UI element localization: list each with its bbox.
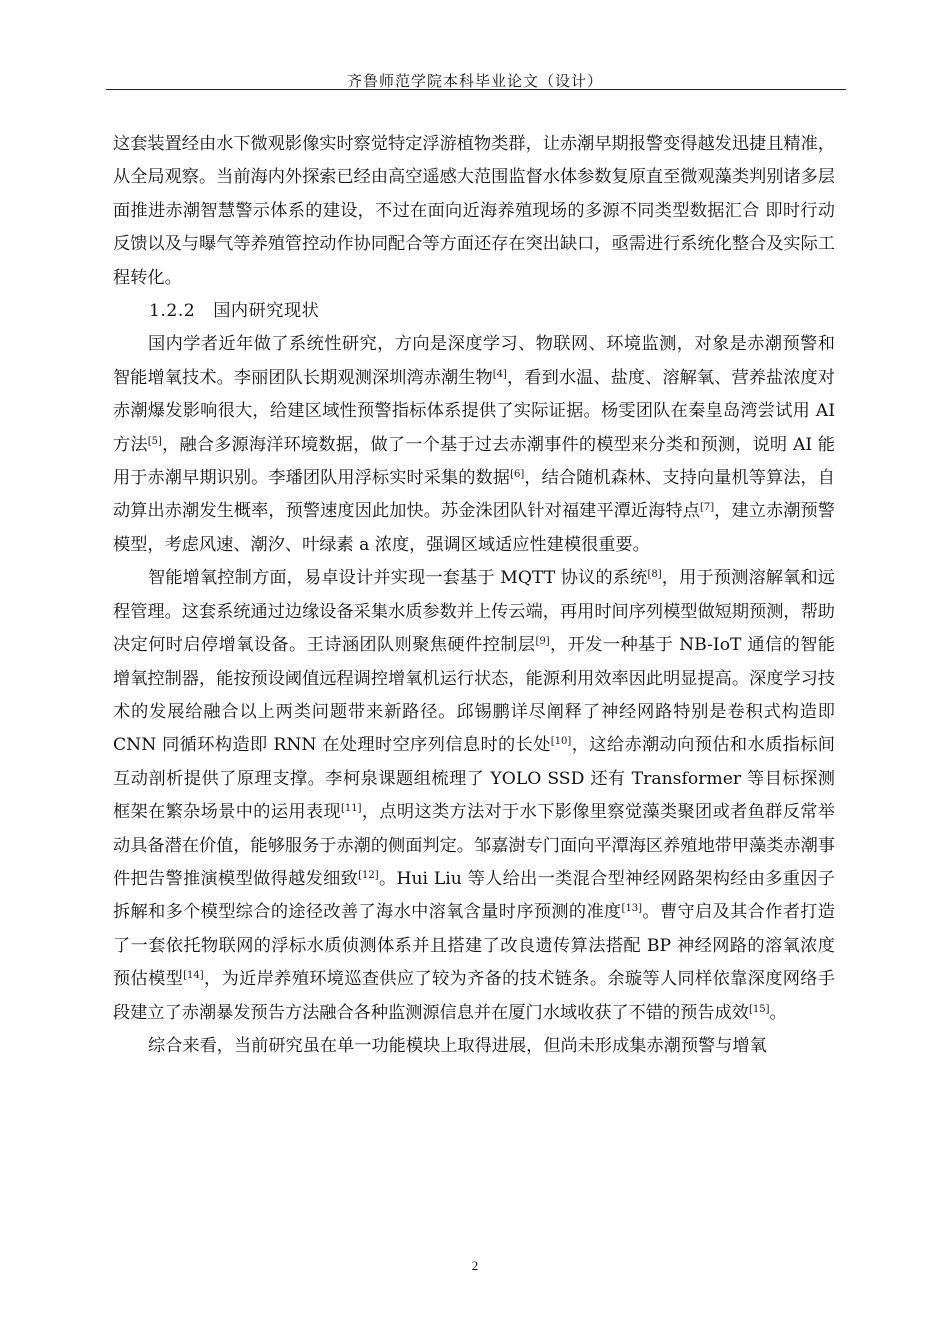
- text-run: ，建立赤潮预警模型，考虑风速、潮汐、叶绿素 a 浓度，强调区域适应性建模很重要。: [113, 501, 835, 555]
- citation-ref: [14]: [183, 970, 204, 982]
- text-run: 国内学者近年做了系统性研究，方向是深度学习、物联网、环境监测，对象是赤潮预警和智能增氧技术。李丽团队长期观测深圳湾赤潮生物: [113, 334, 835, 388]
- text-run: ，融合多源海洋环境数据，做了一个基于过去赤潮事件的模型来分类和预测，说明 AI 能用于赤潮早期识别。李璠团队用浮标实时采集的数据: [113, 434, 835, 489]
- citation-ref: [15]: [748, 1003, 770, 1015]
- page-number: 2: [471, 1258, 479, 1273]
- citation-ref: [6]: [510, 469, 525, 481]
- citation-ref: [9]: [535, 636, 550, 648]
- text-run: ，点明这类方法对于水下影像里察觉藻类聚团或者鱼群反常举动具备潜在价值，能够服务于赤潮的侧面判定。邹嘉澍专门面向平潭海区养殖地带甲藻类赤潮事件把告警推演模型做得越发细致: [113, 802, 835, 889]
- section-number: 1.2.2: [149, 301, 196, 322]
- text-run: ，这给赤潮动向预估和水质指标间互动剖析提供了原理支撑。李柯泉课题组梳理了 YOLO SSD 还有 Transformer 等目标探测框架在繁杂场景中的运用表现: [113, 735, 835, 823]
- text-run: 。Hui Liu 等人给出一类混合型神经网路架构经由多重因子拆解和多个模型综合的途径改善了海水中溶氧含量时序预测的准度: [113, 868, 835, 923]
- text-run: ，为近岸养殖环境巡查供应了较为齐备的技术链条。余璇等人同样依靠深度网络手段建立了赤潮暴发预告方法融合各种监测源信息并在厦门水域收获了不错的预告成效: [113, 969, 835, 1023]
- text-run: ，开发一种基于 NB-IoT 通信的智能增氧控制器，能按预设阈值远程调控增氧机运行状态，能源利用效率因此明显提高。深度学习技术的发展给融合以上两类问题带来新路径。邱锡鹏详尽阐释了神经网路特别是卷积式构造即 CNN 同循环构造即 RNN 在处理时空序列信息时的长处: [113, 635, 835, 756]
- section-title: 国内研究现状: [213, 301, 320, 322]
- text-run: 智能增氧控制方面，易卓设计并实现一套基于 MQTT 协议的系统: [148, 568, 648, 589]
- text-run: ，用于预测溶解氧和远程管理。这套系统通过边缘设备采集水质参数并上传云端，再用时间序列模型做短期预测，帮助决定何时启停增氧设备。王诗涵团队则聚焦硬件控制层: [113, 568, 835, 656]
- citation-ref: [5]: [147, 435, 162, 447]
- body-text: [113, 128, 835, 1063]
- citation-ref: [8]: [647, 569, 662, 581]
- text-run: 。曹守启及其合作者打造了一套依托物联网的浮标水质侦测体系并且搭建了改良遗传算法搭配 BP 神经网路的溶氧浓度预估模型: [113, 902, 835, 990]
- paragraph: 这套装置经由水下微观影像实时察觉特定浮游植物类群，让赤潮早期报警变得越发迅捷且精准，从全局观察。当前海内外探索已经由高空遥感大范围监督水体参数复原直至微观藻类判别诸多层面推进赤潮智慧警示体系的建设，不过在面向近海养殖现场的多源不同类型数据汇合 即时行动反馈以及与曝气等养殖管控动作协同配合等方面还存在突出缺口，亟需进行系统化整合及实际工程转化。: [113, 134, 835, 288]
- text-run: 。: [769, 1002, 787, 1023]
- citation-ref: [7]: [699, 502, 715, 514]
- paragraph: 综合来看，当前研究虽在单一功能模块上取得进展，但尚未形成集赤潮预警与增氧: [148, 1035, 767, 1056]
- section-heading: [113, 295, 835, 328]
- citation-ref: [12]: [358, 869, 379, 881]
- citation-ref: [11]: [340, 803, 362, 815]
- citation-ref: [4]: [492, 368, 507, 380]
- citation-ref: [13]: [621, 903, 643, 915]
- text-run: ，结合随机森林、支持向量机等算法，自动算出赤潮发生概率，预警速度因此加快。苏金洙团队针对福建平潭近海特点: [113, 468, 835, 522]
- citation-ref: [10]: [550, 736, 572, 748]
- paragraph: [113, 562, 835, 1030]
- paragraph: [113, 328, 835, 562]
- header-rule: [106, 89, 846, 90]
- text-run: ，看到水温、盐度、溶解氧、营养盐浓度对赤潮爆发影响很大，给建区域性预警指标体系提供了实际证据。杨雯团队在秦皇岛湾尝试用 AI 方法: [113, 367, 835, 455]
- running-header: 齐鲁师范学院本科毕业论文（设计）: [346, 72, 603, 90]
